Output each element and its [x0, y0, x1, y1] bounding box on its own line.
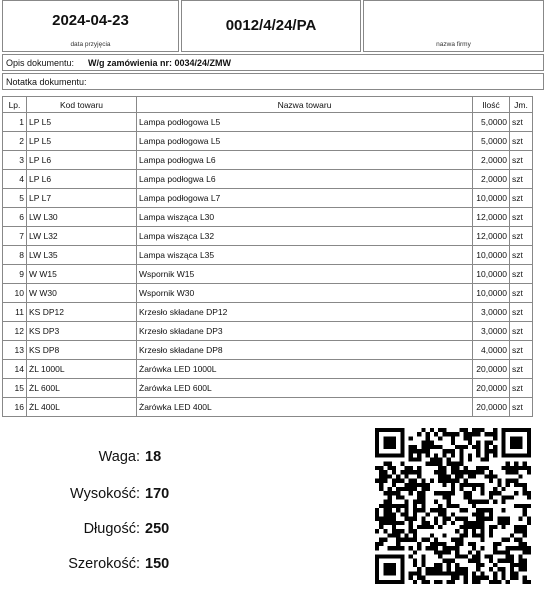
- row-lp: 11: [3, 303, 27, 322]
- note-label: Notatka dokumentu:: [6, 77, 87, 87]
- table-row: [3, 360, 533, 379]
- row-qty: 2,0000: [473, 170, 510, 189]
- header-code: Kod towaru: [27, 97, 137, 113]
- row-code: LP L5: [27, 132, 137, 151]
- row-lp: 12: [3, 322, 27, 341]
- row-unit: szt: [510, 208, 533, 227]
- row-name: Lampa podłogowa L5: [137, 132, 473, 151]
- row-qty: 5,0000: [473, 132, 510, 151]
- row-lp: 14: [3, 360, 27, 379]
- row-code: KS DP3: [27, 322, 137, 341]
- document-number: 0012/4/24/PA: [225, 17, 317, 34]
- height-label: Wysokość:: [70, 486, 140, 502]
- row-name: Lampa podłogwa L6: [137, 170, 473, 189]
- header-lp: Lp.: [3, 97, 27, 113]
- row-lp: 7: [3, 227, 27, 246]
- row-lp: 9: [3, 265, 27, 284]
- row-qty: 10,0000: [473, 246, 510, 265]
- row-lp: 5: [3, 189, 27, 208]
- length-value: 250: [145, 521, 170, 537]
- row-qty: 2,0000: [473, 151, 510, 170]
- row-name: Żarówka LED 1000L: [137, 360, 473, 379]
- row-qty: 20,0000: [473, 379, 510, 398]
- row-lp: 13: [3, 341, 27, 360]
- row-name: Krzesło składane DP8: [137, 341, 473, 360]
- table-row: [3, 284, 533, 303]
- table-row: [3, 341, 533, 360]
- received-date: 2024-04-23: [52, 12, 129, 29]
- row-code: ŻL 1000L: [27, 360, 137, 379]
- row-unit: szt: [510, 379, 533, 398]
- row-lp: 10: [3, 284, 27, 303]
- row-code: KS DP12: [27, 303, 137, 322]
- row-name: Lampa wisząca L32: [137, 227, 473, 246]
- row-unit: szt: [510, 113, 533, 132]
- width-line: [0, 556, 240, 572]
- row-unit: szt: [510, 303, 533, 322]
- document-note: [2, 73, 544, 90]
- row-qty: 3,0000: [473, 303, 510, 322]
- row-qty: 3,0000: [473, 322, 510, 341]
- row-name: Lampa wisząca L30: [137, 208, 473, 227]
- qr-code-icon: [375, 428, 531, 584]
- row-lp: 1: [3, 113, 27, 132]
- table-row: [3, 379, 533, 398]
- row-code: LW L35: [27, 246, 137, 265]
- row-qty: 5,0000: [473, 113, 510, 132]
- table-row: [3, 246, 533, 265]
- table-row: [3, 132, 533, 151]
- table-row: [3, 151, 533, 170]
- row-unit: szt: [510, 322, 533, 341]
- row-code: W W15: [27, 265, 137, 284]
- width-value: 150: [145, 556, 170, 572]
- row-name: Żarówka LED 600L: [137, 379, 473, 398]
- row-code: KS DP8: [27, 341, 137, 360]
- height-line: [0, 486, 240, 502]
- row-unit: szt: [510, 265, 533, 284]
- length-label: Długość:: [83, 521, 140, 537]
- row-code: LW L30: [27, 208, 137, 227]
- row-lp: 15: [3, 379, 27, 398]
- table-row: [3, 398, 533, 417]
- row-qty: 10,0000: [473, 284, 510, 303]
- width-label: Szerokość:: [68, 556, 140, 572]
- weight-label: Waga:: [98, 449, 140, 465]
- row-code: ŻL 600L: [27, 379, 137, 398]
- row-name: Wspornik W15: [137, 265, 473, 284]
- row-unit: szt: [510, 132, 533, 151]
- row-code: LW L32: [27, 227, 137, 246]
- weight-value: 18: [145, 449, 162, 465]
- row-name: Wspornik W30: [137, 284, 473, 303]
- row-code: LP L6: [27, 151, 137, 170]
- table-header-row: [3, 97, 533, 113]
- row-lp: 6: [3, 208, 27, 227]
- items-table: [2, 96, 533, 417]
- header-qty: Ilość: [473, 97, 510, 113]
- row-unit: szt: [510, 246, 533, 265]
- table-row: [3, 208, 533, 227]
- header-name: Nazwa towaru: [137, 97, 473, 113]
- row-unit: szt: [510, 227, 533, 246]
- row-code: LP L6: [27, 170, 137, 189]
- row-code: LP L5: [27, 113, 137, 132]
- row-qty: 10,0000: [473, 265, 510, 284]
- weight-line: [0, 449, 240, 465]
- row-name: Żarówka LED 400L: [137, 398, 473, 417]
- height-value: 170: [145, 486, 170, 502]
- company-box: [363, 0, 544, 52]
- row-lp: 4: [3, 170, 27, 189]
- row-unit: szt: [510, 360, 533, 379]
- document-description: [2, 54, 544, 71]
- table-row: [3, 265, 533, 284]
- row-name: Krzesło składane DP12: [137, 303, 473, 322]
- row-unit: szt: [510, 189, 533, 208]
- row-code: LP L7: [27, 189, 137, 208]
- date-box: [2, 0, 179, 52]
- row-name: Lampa podłogowa L7: [137, 189, 473, 208]
- description-value: W/g zamówienia nr: 0034/24/ZMW: [88, 58, 232, 68]
- qr-code-graphic: [375, 428, 531, 584]
- company-name-caption: nazwa firmy: [436, 41, 471, 48]
- row-qty: 12,0000: [473, 227, 510, 246]
- row-lp: 16: [3, 398, 27, 417]
- table-row: [3, 189, 533, 208]
- row-lp: 2: [3, 132, 27, 151]
- row-code: W W30: [27, 284, 137, 303]
- items-table-body: [3, 113, 533, 417]
- doc-number-box: [181, 0, 361, 52]
- table-row: [3, 113, 533, 132]
- table-row: [3, 227, 533, 246]
- table-row: [3, 322, 533, 341]
- row-qty: 4,0000: [473, 341, 510, 360]
- row-name: Lampa podłogowa L5: [137, 113, 473, 132]
- row-unit: szt: [510, 284, 533, 303]
- row-unit: szt: [510, 398, 533, 417]
- row-lp: 3: [3, 151, 27, 170]
- received-date-caption: data przyjęcia: [70, 41, 111, 48]
- row-unit: szt: [510, 151, 533, 170]
- table-row: [3, 170, 533, 189]
- row-qty: 12,0000: [473, 208, 510, 227]
- row-name: Lampa podłogwa L6: [137, 151, 473, 170]
- row-unit: szt: [510, 170, 533, 189]
- length-line: [0, 521, 240, 537]
- row-qty: 10,0000: [473, 189, 510, 208]
- header-unit: Jm.: [510, 97, 533, 113]
- description-label: Opis dokumentu:: [6, 58, 75, 68]
- row-code: ŻL 400L: [27, 398, 137, 417]
- row-unit: szt: [510, 341, 533, 360]
- row-lp: 8: [3, 246, 27, 265]
- row-qty: 20,0000: [473, 360, 510, 379]
- row-qty: 20,0000: [473, 398, 510, 417]
- table-row: [3, 303, 533, 322]
- row-name: Lampa wisząca L35: [137, 246, 473, 265]
- row-name: Krzesło składane DP3: [137, 322, 473, 341]
